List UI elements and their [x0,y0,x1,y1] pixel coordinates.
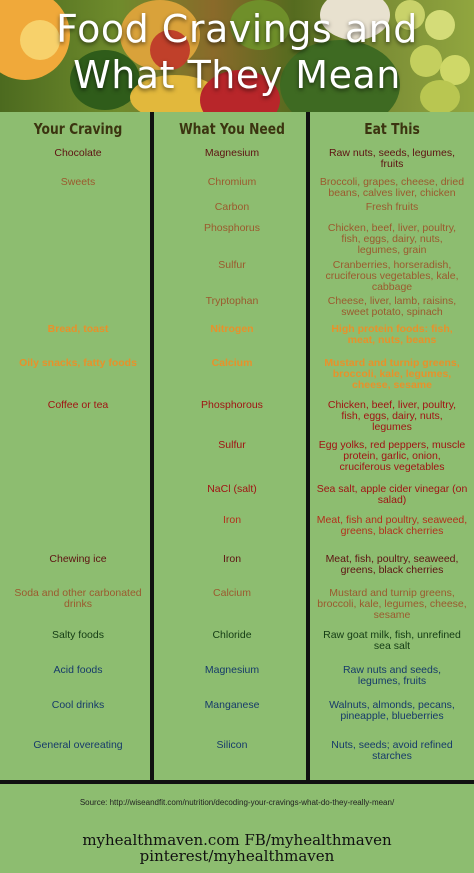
eat-cell: Sea salt, apple cider vinegar (on salad) [316,483,468,506]
eat-cell: Chicken, beef, liver, poultry, fish, eggs, dairy, nuts, legumes [327,399,457,433]
eat-cell: Mustard and turnip greens, broccoli, kale, legumes, cheese, sesame [324,357,460,391]
craving-cell: Bread, toast [47,323,109,335]
need-cell: Chromium [207,176,257,188]
cravings-table [0,112,474,780]
craving-cell: Cool drinks [51,699,105,711]
header-your-craving: Your Craving [33,120,123,138]
eat-cell: Nuts, seeds; avoid refined starches [331,739,453,762]
need-cell: Calcium [211,357,253,369]
need-cell: NaCl (salt) [207,483,257,495]
craving-cell: Coffee or tea [47,399,109,411]
header-eat-this: Eat This [364,120,420,138]
need-cell: Iron [222,514,242,526]
need-cell: Nitrogen [210,323,254,335]
need-cell: Silicon [216,739,248,751]
eat-cell: High protein foods: fish, meat, nuts, beans [331,323,453,346]
header-banner [0,0,474,112]
craving-cell: Chocolate [54,147,102,159]
eat-cell: Meat, fish and poultry, seaweed, greens, black cherries [316,514,468,537]
eat-cell: Raw nuts, seeds, legumes, fruits [328,147,456,170]
eat-cell: Walnuts, almonds, pecans, pineapple, blueberries [329,699,455,722]
footer [0,784,474,873]
eat-cell: Meat, fish, poultry, seaweed, greens, black cherries [325,553,459,576]
page-title [0,6,474,98]
eat-cell: Egg yolks, red peppers, muscle protein, garlic, onion, cruciferous vegetables [318,439,466,473]
craving-cell: Salty foods [52,629,104,641]
eat-cell: Broccoli, grapes, cheese, dried beans, calves liver, chicken [319,176,465,199]
eat-cell: Cranberries, horseradish, cruciferous vegetables, kale, cabbage [325,259,459,293]
need-cell: Sulfur [218,439,246,451]
need-cell: Tryptophan [205,295,259,307]
column-divider [150,112,154,782]
need-cell: Manganese [204,699,260,711]
craving-cell: Soda and other carbonated drinks [14,587,142,610]
eat-cell: Raw nuts and seeds, legumes, fruits [342,664,442,687]
contact-line-2: pinterest/myhealthmaven [139,847,335,865]
title-line-2: What They Mean [73,53,401,97]
need-cell: Carbon [214,201,250,213]
need-cell: Iron [222,553,242,565]
craving-cell: Oily snacks, fatty foods [19,357,137,369]
eat-cell: Cheese, liver, lamb, raisins, sweet potato, spinach [327,295,457,318]
need-cell: Magnesium [204,147,260,159]
need-cell: Sulfur [218,259,246,271]
source-citation: Source: http://wiseandfit.com/nutrition/decoding-your-cravings-what-do-they-really-mean/ [79,798,395,807]
craving-cell: General overeating [33,739,123,751]
eat-cell: Mustard and turnip greens, broccoli, kale, legumes, cheese, sesame [317,587,467,621]
eat-cell: Fresh fruits [365,201,419,213]
craving-cell: Sweets [60,176,96,188]
eat-cell: Chicken, beef, liver, poultry, fish, eggs, dairy, nuts, legumes, grain [327,222,457,256]
column-divider [306,112,310,782]
need-cell: Chloride [212,629,252,641]
craving-cell: Chewing ice [49,553,107,565]
title-line-1: Food Cravings and [56,7,418,51]
need-cell: Calcium [213,587,251,599]
contact-line-1: myhealthmaven.com FB/myhealthmaven [82,831,392,849]
need-cell: Magnesium [204,664,260,676]
header-what-you-need: What You Need [179,120,285,138]
eat-cell: Raw goat milk, fish, unrefined sea salt [323,629,461,652]
need-cell: Phosphorus [203,222,261,234]
contact-info [0,832,474,864]
craving-cell: Acid foods [53,664,103,676]
need-cell: Phosphorous [201,399,263,411]
